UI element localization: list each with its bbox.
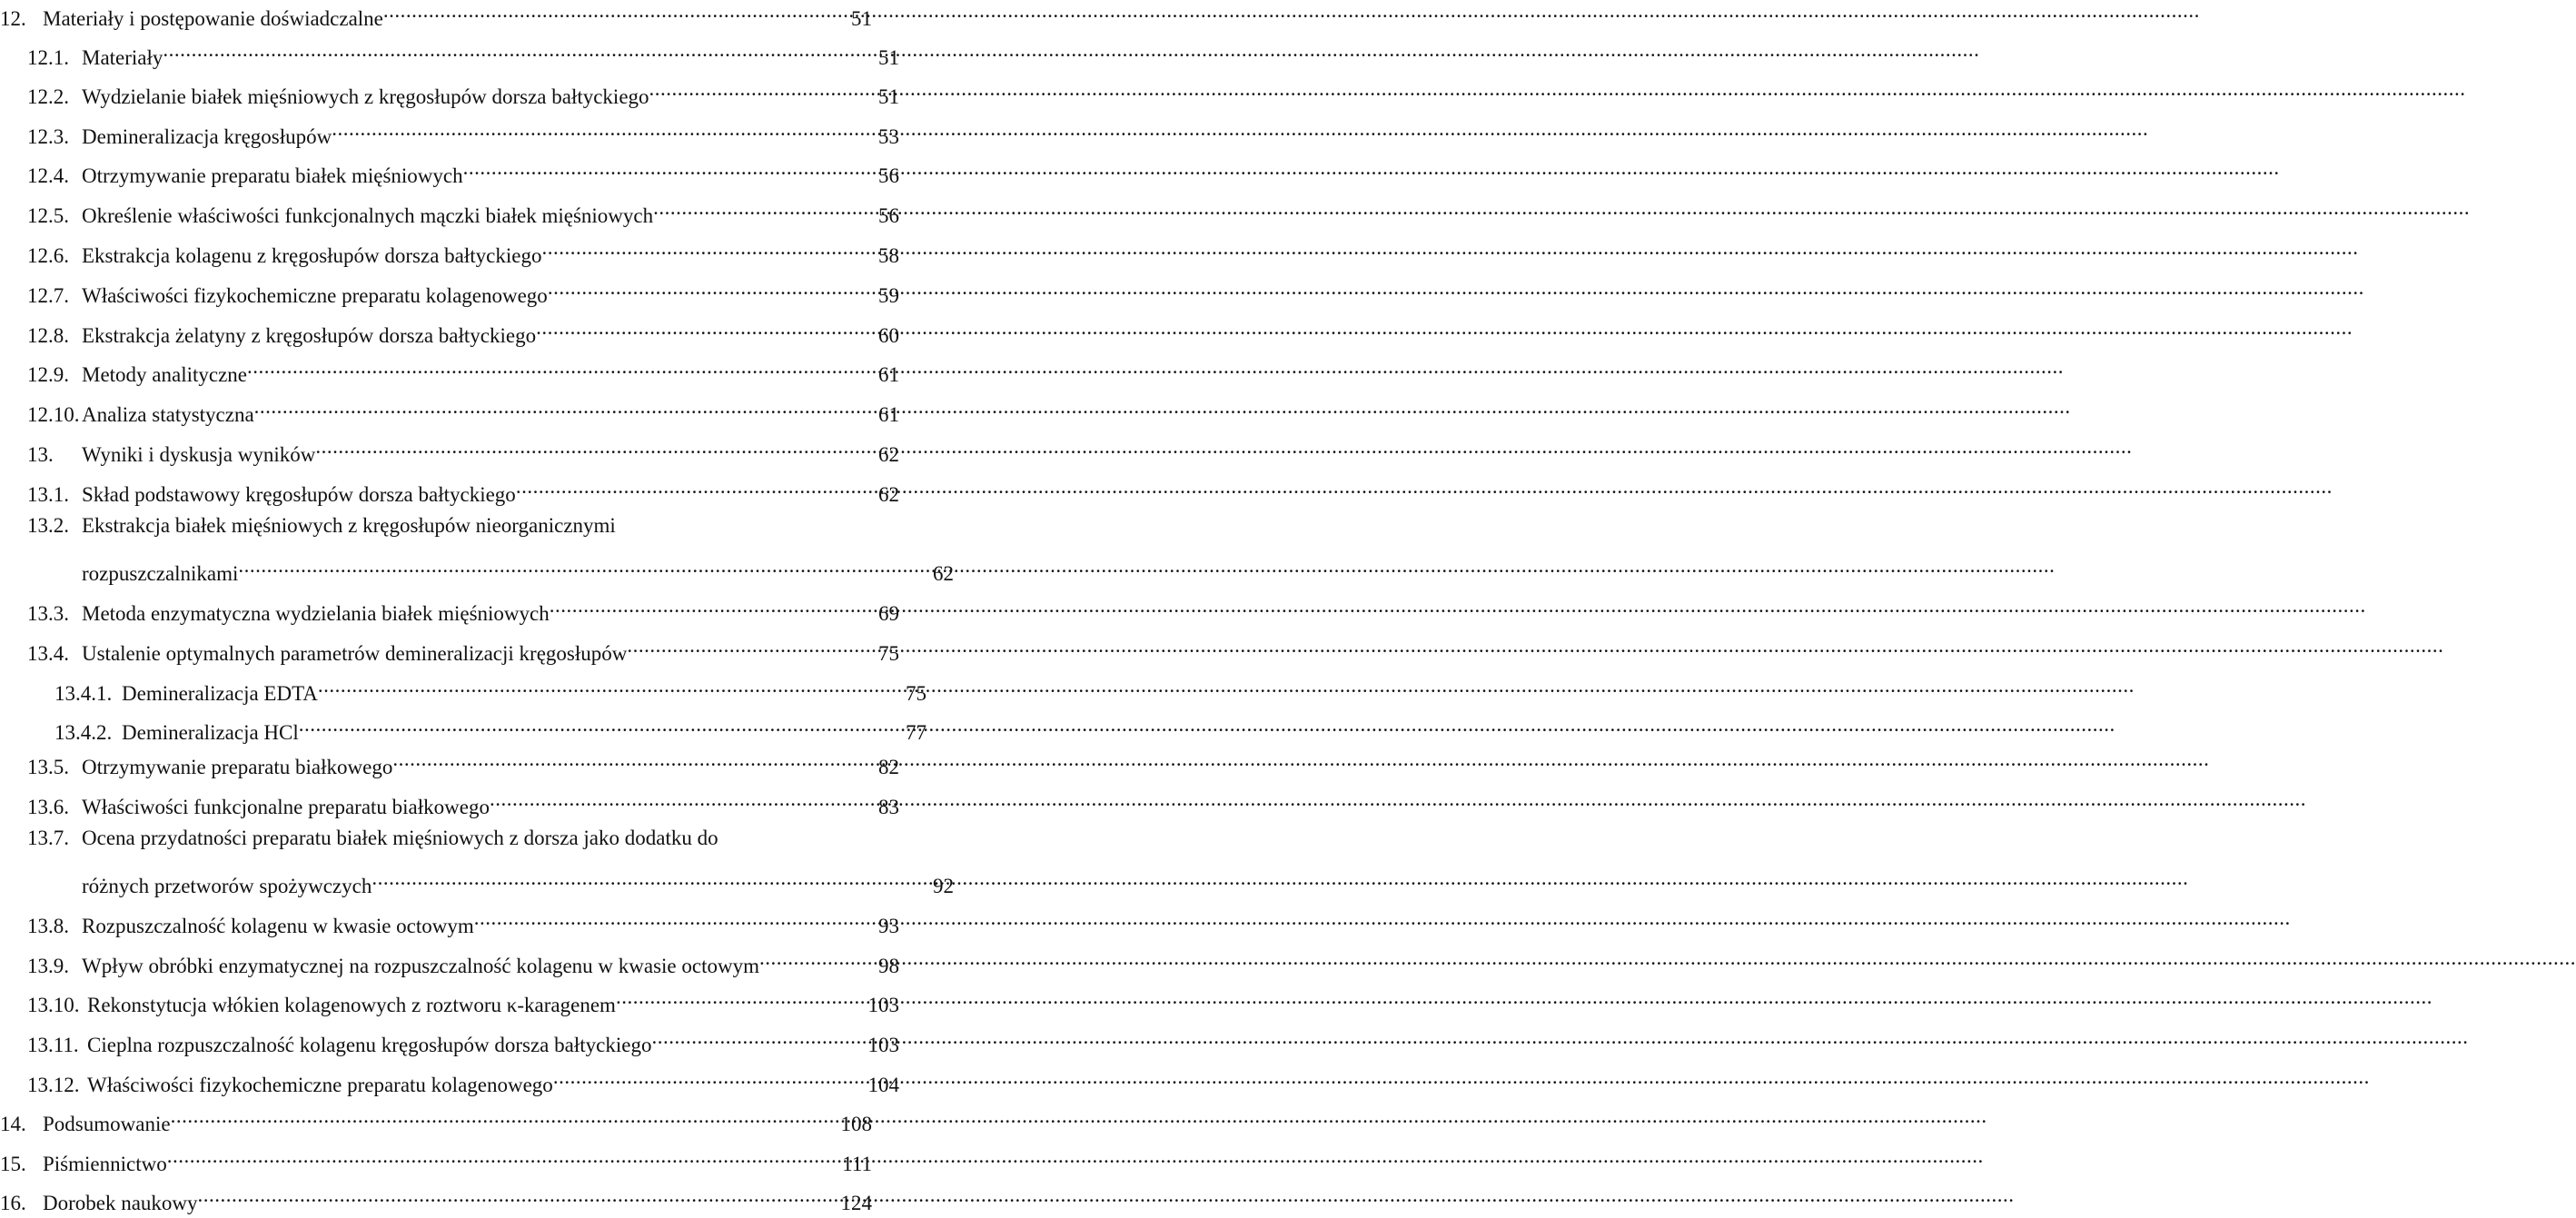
toc-entry[interactable] (0, 1023, 899, 1056)
toc-number: 13.2. (27, 514, 69, 537)
toc-leader-dots (550, 591, 878, 620)
toc-leader-dots (474, 904, 878, 933)
toc-title: Dorobek naukowy (43, 1192, 198, 1214)
table-of-contents (0, 0, 954, 1214)
toc-title: Podsumowanie (43, 1113, 171, 1135)
toc-page: 77 (906, 721, 926, 744)
toc-entry[interactable] (0, 1063, 899, 1096)
toc-leader-dots (463, 153, 878, 183)
toc-leader-dots (392, 745, 878, 774)
toc-number: 13.10. (27, 994, 80, 1016)
toc-entry[interactable] (0, 631, 899, 665)
toc-entry[interactable] (0, 273, 899, 307)
toc-page: 69 (878, 602, 899, 625)
toc-title: Wyniki i dyskusja wyników (82, 443, 316, 466)
toc-page: 56 (878, 164, 899, 187)
toc-title: Otrzymywanie preparatu białkowego (82, 756, 393, 778)
toc-leader-dots (651, 1023, 867, 1052)
toc-page: 82 (878, 756, 899, 778)
toc-number: 12.4. (27, 164, 69, 187)
toc-entry[interactable] (0, 392, 899, 426)
toc-leader-dots (318, 671, 906, 700)
toc-title: Rozpuszczalność kolagenu w kwasie octowym (82, 915, 474, 937)
toc-title-continuation: rozpuszczalnikami (82, 562, 239, 585)
toc-number: 13.11. (27, 1034, 79, 1056)
toc-entry[interactable] (0, 193, 899, 227)
toc-page: 62 (878, 443, 899, 466)
toc-number: 13.4.1. (54, 682, 113, 705)
toc-page: 61 (878, 363, 899, 386)
toc-page: 61 (878, 403, 899, 426)
toc-number: 13.4. (27, 642, 69, 665)
toc-page: 51 (851, 7, 872, 30)
toc-leader-dots (616, 983, 868, 1012)
toc-number: 12.1. (27, 46, 69, 69)
toc-leader-dots (516, 472, 878, 501)
toc-title: Ekstrakcja białek mięśniowych z kręgosłupów nieorganicznymi (82, 514, 616, 537)
toc-title: Właściwości funkcjonalne preparatu białkowego (82, 796, 490, 818)
toc-entry[interactable] (0, 352, 899, 386)
toc-entry[interactable] (0, 1102, 872, 1135)
toc-title: Cieplna rozpuszczalność kolagenu kręgosłupów dorsza bałtyckiego (87, 1034, 652, 1056)
toc-title: Określenie właściwości funkcjonalnych mączki białek mięśniowych (82, 204, 654, 227)
toc-entry[interactable] (0, 153, 899, 187)
toc-entry[interactable] (0, 114, 899, 148)
toc-number: 14. (0, 1113, 26, 1135)
toc-title: Otrzymywanie preparatu białek mięśniowych (82, 164, 463, 187)
toc-entry[interactable] (0, 745, 899, 778)
toc-title: Właściwości fizykochemiczne preparatu kolagenowego (82, 284, 548, 307)
toc-page: 75 (906, 682, 926, 705)
toc-leader-dots (541, 233, 878, 262)
toc-leader-dots (649, 74, 878, 104)
toc-number: 13.5. (27, 756, 69, 778)
toc-number: 13.8. (27, 915, 69, 937)
toc-number: 13.1. (27, 483, 69, 506)
toc-entry[interactable] (0, 710, 926, 744)
toc-leader-dots (315, 432, 878, 461)
toc-title: Piśmiennictwo (43, 1153, 167, 1175)
toc-entry[interactable] (0, 904, 899, 937)
toc-entry[interactable] (0, 511, 899, 540)
toc-title: Skład podstawowy kręgosłupów dorsza bałtyckiego (82, 483, 516, 506)
toc-number: 13.3. (27, 602, 69, 625)
toc-leader-dots (536, 313, 878, 342)
toc-title: Metody analityczne (82, 363, 248, 386)
toc-number: 13.12. (27, 1074, 80, 1096)
toc-leader-dots (553, 1063, 868, 1092)
toc-title: Demineralizacja HCl (122, 721, 299, 744)
toc-title: Ekstrakcja kolagenu z kręgosłupów dorsza bałtyckiego (82, 244, 542, 267)
toc-entry[interactable] (0, 313, 899, 347)
toc-number: 12. (0, 7, 26, 30)
toc-page: 92 (933, 875, 954, 897)
toc-entry[interactable] (0, 824, 899, 853)
toc-leader-dots (759, 944, 878, 973)
toc-number: 12.7. (27, 284, 69, 307)
toc-number: 12.5. (27, 204, 69, 227)
toc-title: Właściwości fizykochemiczne preparatu kolagenowego (87, 1074, 553, 1096)
toc-leader-dots (372, 864, 933, 893)
toc-leader-dots (548, 273, 878, 302)
toc-entry[interactable] (0, 233, 899, 267)
toc-leader-dots (299, 710, 906, 739)
toc-title: Rekonstytucja włókien kolagenowych z roztworu κ-karagenem (87, 994, 616, 1016)
toc-entry[interactable] (0, 591, 899, 625)
toc-page: 59 (878, 284, 899, 307)
toc-title: Wydzielanie białek mięśniowych z kręgosłupów dorsza bałtyckiego (82, 85, 649, 108)
toc-title-continuation: różnych przetworów spożywczych (82, 875, 372, 897)
toc-page: 62 (878, 483, 899, 506)
toc-leader-dots (198, 1181, 841, 1210)
toc-title: Materiały i postępowanie doświadczalne (43, 7, 383, 30)
toc-leader-dots (383, 0, 851, 25)
toc-title: Demineralizacja kręgosłupów (82, 125, 332, 148)
toc-entry[interactable] (0, 35, 899, 69)
toc-number: 12.9. (27, 363, 69, 386)
toc-title: Wpływ obróbki enzymatycznej na rozpuszczalność kolagenu w kwasie octowym (82, 955, 759, 977)
toc-entry[interactable] (0, 944, 899, 977)
toc-title: Ekstrakcja żelatyny z kręgosłupów dorsza bałtyckiego (82, 324, 537, 347)
toc-entry[interactable] (0, 432, 899, 466)
toc-leader-dots (653, 193, 878, 223)
toc-page: 56 (878, 204, 899, 227)
toc-leader-dots (254, 392, 878, 421)
toc-page: 111 (842, 1153, 872, 1175)
toc-page: 93 (878, 915, 899, 937)
toc-number: 13.7. (27, 827, 69, 849)
toc-page: 83 (878, 796, 899, 818)
toc-page: 103 (867, 994, 899, 1016)
toc-number: 13.9. (27, 955, 69, 977)
toc-leader-dots (238, 551, 933, 580)
toc-entry[interactable] (0, 983, 899, 1016)
toc-leader-dots (171, 1102, 841, 1131)
toc-entry-continuation[interactable] (0, 864, 954, 897)
toc-entry[interactable] (0, 472, 899, 506)
toc-number: 12.3. (27, 125, 69, 148)
toc-page: 53 (878, 125, 899, 148)
toc-number: 16. (0, 1192, 26, 1214)
toc-page: 58 (878, 244, 899, 267)
toc-leader-dots (163, 35, 878, 64)
toc-entry[interactable] (0, 1181, 872, 1214)
toc-page: 75 (878, 642, 899, 665)
toc-number: 13.4.2. (54, 721, 113, 744)
toc-page: 51 (878, 85, 899, 108)
toc-number: 12.2. (27, 85, 69, 108)
toc-entry[interactable] (0, 1142, 872, 1175)
toc-entry[interactable] (0, 74, 899, 108)
toc-title: Materiały (82, 46, 163, 69)
toc-title: Ocena przydatności preparatu białek mięśniowych z dorsza jako dodatku do (82, 827, 718, 849)
toc-entry[interactable] (0, 0, 872, 30)
toc-entry-continuation[interactable] (0, 551, 954, 585)
toc-number: 15. (0, 1153, 26, 1175)
toc-page: 104 (867, 1074, 899, 1096)
toc-leader-dots (247, 352, 878, 381)
toc-number: 12.8. (27, 324, 69, 347)
toc-number: 12.6. (27, 244, 69, 267)
toc-leader-dots (627, 631, 878, 660)
toc-page: 108 (840, 1113, 872, 1135)
toc-title: Ustalenie optymalnych parametrów demineralizacji kręgosłupów (82, 642, 628, 665)
toc-page: 98 (878, 955, 899, 977)
toc-title: Metoda enzymatyczna wydzielania białek mięśniowych (82, 602, 550, 625)
toc-title: Analiza statystyczna (82, 403, 254, 426)
toc-number: 13. (27, 443, 54, 466)
toc-leader-dots (490, 785, 878, 814)
toc-number: 12.10. (27, 403, 80, 426)
toc-page: 60 (878, 324, 899, 347)
toc-page: 124 (840, 1192, 872, 1214)
toc-page: 103 (867, 1034, 899, 1056)
toc-leader-dots (167, 1142, 842, 1171)
toc-entry[interactable] (0, 785, 899, 818)
toc-page: 51 (878, 46, 899, 69)
toc-number: 13.6. (27, 796, 69, 818)
toc-entry[interactable] (0, 671, 926, 705)
toc-leader-dots (332, 114, 878, 144)
toc-title: Demineralizacja EDTA (122, 682, 318, 705)
toc-page: 62 (933, 562, 954, 585)
